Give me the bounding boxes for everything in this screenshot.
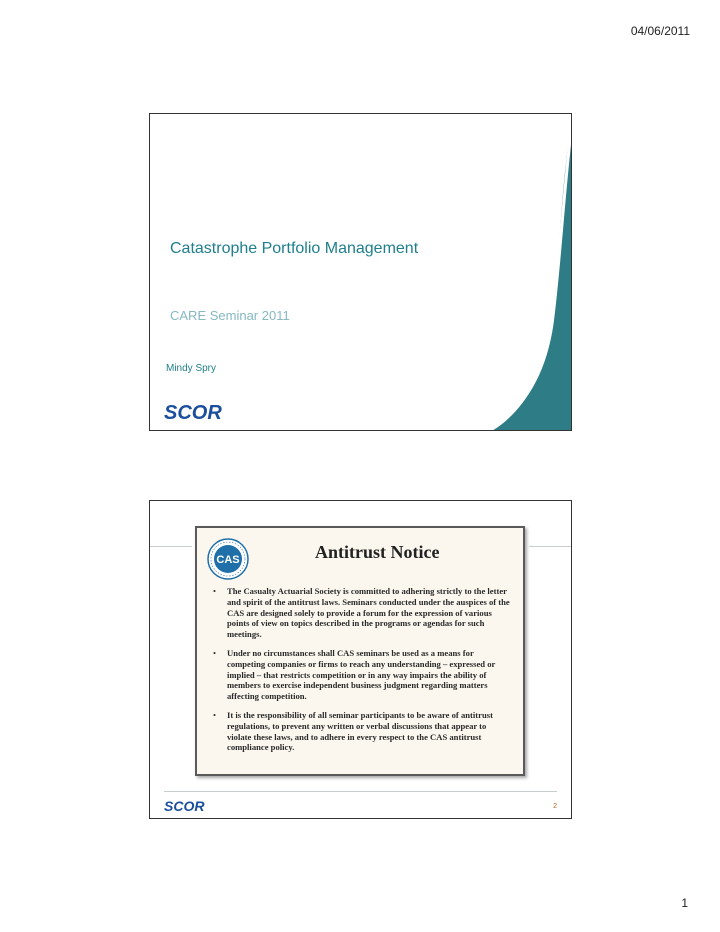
slide-2 bbox=[149, 500, 572, 819]
slide-1 bbox=[149, 113, 572, 431]
antitrust-notice-image bbox=[195, 526, 525, 776]
slide-subtitle: CARE Seminar 2011 bbox=[170, 308, 290, 323]
svg-text:SCOR: SCOR bbox=[164, 402, 222, 424]
notice-title: Antitrust Notice bbox=[315, 542, 440, 562]
divider-line bbox=[164, 791, 557, 792]
divider-line bbox=[150, 546, 192, 547]
svg-text:CAS: CAS bbox=[216, 554, 240, 566]
divider-line bbox=[529, 546, 571, 547]
list-item: • The Casualty Actuarial Society is committed to adhering strictly to the letter and spirit of the antitrust laws. Seminars conducted under the auspices of the CAS are designed solely to provide a forum for the expression of various points of view on topics described in the programs or agendas for such meetings. bbox=[213, 586, 510, 640]
scor-logo bbox=[164, 402, 244, 424]
presenter-name: Mindy Spry bbox=[166, 363, 217, 374]
list-item: • It is the responsibility of all seminar participants to be aware of antitrust regulations, to prevent any written or verbal discussions that appear to violate these laws, and to adhere in every respect to the CAS antitrust compliance policy. bbox=[213, 709, 493, 753]
svg-text:SCOR: SCOR bbox=[164, 798, 205, 814]
page-date: 04/06/2011 bbox=[630, 24, 690, 38]
scor-logo bbox=[164, 798, 224, 814]
page-number: 1 bbox=[681, 896, 688, 910]
slide-title: Catastrophe Portfolio Management bbox=[170, 240, 419, 257]
notice-bullet-list bbox=[211, 586, 511, 761]
slide-number: 2 bbox=[553, 803, 557, 810]
list-item: • Under no circumstances shall CAS seminars be used as a means for competing companies or firms to reach any understanding – expressed or implied – that restricts competition or in any way impairs the ability of members to exercise independent business judgment regarding matters affecting competition. bbox=[213, 647, 496, 702]
decorative-swoosh bbox=[150, 114, 572, 431]
cas-seal-icon bbox=[207, 538, 249, 580]
